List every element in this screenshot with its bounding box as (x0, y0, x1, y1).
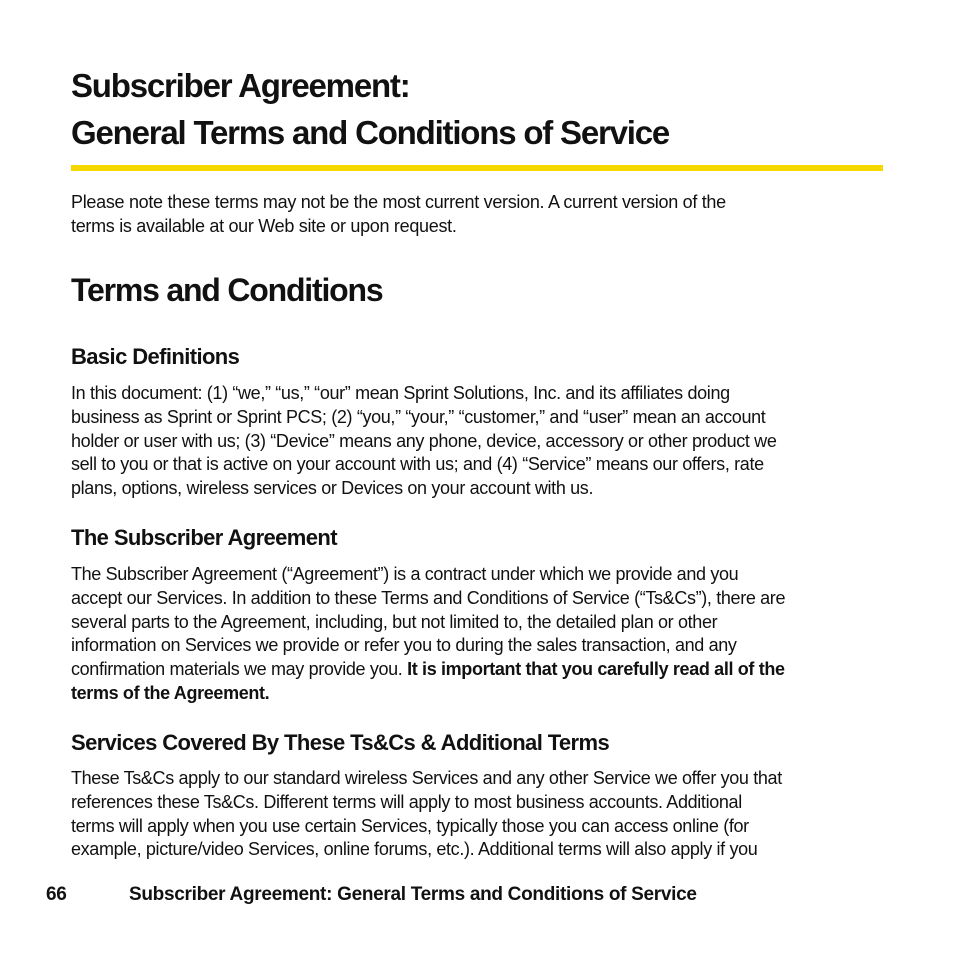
paragraph-line: holder or user with us; (3) “Device” means any phone, device, accessory or other product we (71, 430, 777, 451)
paragraph-line: In this document: (1) “we,” “us,” “our” mean Sprint Solutions, Inc. and its affiliates doing (71, 383, 730, 403)
title-divider (71, 165, 883, 171)
paragraph-line: sell to you or that is active on your account with us; and (4) “Service” means our offers, rate (71, 454, 764, 475)
basic-definitions-paragraph (71, 382, 883, 501)
paragraph-line (71, 658, 883, 682)
paragraph-line: example, picture/video Services, online forums, etc.). Additional terms will also apply if you (71, 839, 758, 860)
section-title: Terms and Conditions (71, 272, 383, 308)
services-covered-heading: Services Covered By These Ts&Cs & Additional Terms (71, 730, 610, 755)
page-title-line-2: General Terms and Conditions of Service (71, 114, 670, 151)
paragraph-line: business as Sprint or Sprint PCS; (2) “you,” “your,” “customer,” and “user” mean an account (71, 406, 766, 427)
paragraph-line: several parts to the Agreement, including, but not limited to, the detailed plan or other (71, 611, 718, 632)
version-note-line-1: Please note these terms may not be the most current version. A current version of the (71, 192, 726, 212)
page-footer (0, 884, 954, 910)
paragraph-line: references these Ts&Cs. Different terms will apply to most business accounts. Additional (71, 791, 742, 812)
subscriber-agreement-heading: The Subscriber Agreement (71, 525, 337, 550)
version-note (71, 190, 883, 238)
running-footer-title: Subscriber Agreement: General Terms and Conditions of Service (129, 884, 697, 905)
basic-definitions-heading: Basic Definitions (71, 344, 240, 369)
paragraph-line: The Subscriber Agreement (“Agreement”) is a contract under which we provide and you (71, 564, 739, 584)
page-title (71, 62, 883, 156)
page-number: 66 (46, 884, 67, 905)
paragraph-line: accept our Services. In addition to these Terms and Conditions of Service (“Ts&Cs”), there are (71, 587, 786, 608)
subscriber-agreement-paragraph (71, 563, 883, 706)
paragraph-line: These Ts&Cs apply to our standard wireless Services and any other Service we offer you that (71, 768, 782, 788)
paragraph-text: confirmation materials we may provide you. (71, 659, 408, 680)
paragraph-line: terms will apply when you use certain Services, typically those you can access online (for (71, 815, 749, 836)
page-title-line-1: Subscriber Agreement: (71, 67, 410, 104)
emphasis-text: terms of the Agreement. (71, 682, 270, 703)
emphasis-text: It is important that you carefully read all of the (407, 659, 785, 680)
services-covered-paragraph (71, 767, 883, 862)
version-note-line-2: terms is available at our Web site or upon request. (71, 216, 457, 236)
paragraph-line: plans, options, wireless services or Devices on your account with us. (71, 478, 594, 499)
paragraph-line: information on Services we provide or refer you to during the sales transaction, and any (71, 635, 737, 656)
